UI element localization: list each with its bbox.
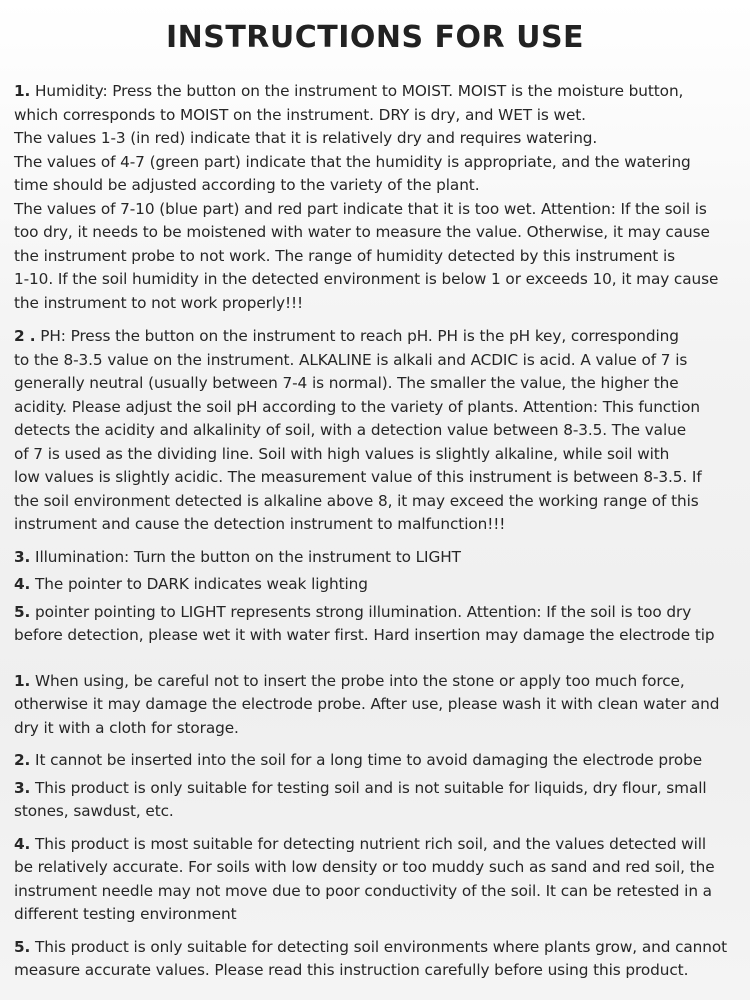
section-number: 3.: [14, 547, 31, 566]
section-number: 1.: [14, 82, 31, 100]
line-text: When using, be careful not to insert the probe into the stone or apply too much force,: [30, 671, 685, 690]
note-number: 5.: [14, 937, 31, 956]
line-text: This product is most suitable for detecting nutrient rich soil, and the values detected will: [30, 834, 707, 853]
line-text: PH: Press the button on the instrument to reach pH. PH is the pH key, corresponding: [35, 327, 679, 345]
section-number: 2 .: [14, 327, 36, 345]
section-number: 5.: [14, 602, 31, 621]
section-line: acidity. Please adjust the soil pH according to the variety of plants. Attention: This function: [14, 397, 701, 416]
note-line: [14, 777, 744, 801]
note-2: [14, 749, 744, 773]
section-line: detects the acidity and alkalinity of soil, with a detection value between 8-3.5. The value: [14, 421, 687, 439]
section-line: the soil environment detected is alkaline above 8, it may exceed the working range of this: [14, 491, 699, 510]
section-line: to the 8-3.5 value on the instrument. ALKALINE is alkali and ACDIC is acid. A value of 7 is: [14, 350, 688, 369]
section-light: [14, 601, 744, 648]
section-line: [14, 546, 744, 570]
note-line: dry it with a cloth for storage.: [14, 718, 239, 737]
line-text: Illumination: Turn the button on the instrument to LIGHT: [30, 547, 461, 566]
note-line: [14, 670, 744, 694]
note-number: 2.: [14, 751, 31, 769]
section-ph: [14, 325, 744, 537]
note-4: [14, 833, 744, 927]
line-text: It cannot be inserted into the soil for a long time to avoid damaging the electrode probe: [30, 751, 703, 769]
page-title: INSTRUCTIONS FOR USE: [165, 20, 585, 55]
section-line: The values of 4-7 (green part) indicate that the humidity is appropriate, and the watering: [14, 152, 691, 171]
note-line: instrument needle may not move due to poor conductivity of the soil. It can be retested in a: [14, 881, 712, 900]
note-line: otherwise it may damage the electrode probe. After use, please wash it with clean water and: [14, 695, 720, 713]
note-line: [14, 749, 744, 773]
section-line: generally neutral (usually between 7-4 is normal). The smaller the value, the higher the: [14, 374, 679, 392]
section-line: which corresponds to MOIST on the instrument. DRY is dry, and WET is wet.: [14, 105, 586, 124]
line-text: This product is only suitable for detecting soil environments where plants grow, and cannot: [30, 937, 727, 956]
note-line: be relatively accurate. For soils with low density or too muddy such as sand and red soil, the: [14, 858, 715, 876]
section-line: [14, 601, 744, 625]
section-dark: [14, 573, 744, 597]
section-line: before detection, please wet it with water first. Hard insertion may damage the electrode tip: [14, 626, 715, 644]
section-number: 4.: [14, 575, 31, 593]
section-humidity: [14, 80, 744, 315]
line-text: Humidity: Press the button on the instrument to MOIST. MOIST is the moisture button,: [30, 82, 684, 100]
section-illumination: [14, 546, 744, 570]
section-line: low values is slightly acidic. The measurement value of this instrument is between 8-3.5. If: [14, 468, 702, 486]
note-number: 4.: [14, 834, 31, 853]
note-line: [14, 936, 744, 960]
section-line: The values 1-3 (in red) indicate that it is relatively dry and requires watering.: [14, 129, 598, 147]
note-line: measure accurate values. Please read this instruction carefully before using this product.: [14, 961, 689, 979]
note-3: [14, 777, 744, 824]
section-line: The values of 7-10 (blue part) and red part indicate that it is too wet. Attention: If the soil is: [14, 199, 707, 218]
line-text: pointer pointing to LIGHT represents strong illumination. Attention: If the soil is too dry: [30, 602, 692, 621]
note-number: 3.: [14, 778, 31, 797]
section-line: the instrument probe to not work. The range of humidity detected by this instrument is: [14, 246, 675, 265]
section-line: time should be adjusted according to the variety of the plant.: [14, 176, 480, 194]
section-line: 1-10. If the soil humidity in the detected environment is below 1 or exceeds 10, it may cause: [14, 270, 719, 288]
section-line: [14, 325, 744, 349]
section-line: the instrument to not work properly!!!: [14, 293, 304, 312]
note-number: 1.: [14, 671, 31, 690]
note-1: [14, 670, 744, 741]
section-line: instrument and cause the detection instrument to malfunction!!!: [14, 515, 506, 533]
section-line: [14, 573, 744, 597]
note-line: [14, 833, 744, 857]
note-5: [14, 936, 744, 983]
note-line: different testing environment: [14, 905, 237, 923]
instructions-content: [0, 74, 750, 983]
section-line: [14, 80, 744, 104]
section-line: too dry, it needs to be moistened with water to measure the value. Otherwise, it may cause: [14, 223, 710, 241]
note-line: stones, sawdust, etc.: [14, 802, 174, 820]
line-text: This product is only suitable for testing soil and is not suitable for liquids, dry flour, small: [30, 778, 707, 797]
section-line: of 7 is used as the dividing line. Soil with high values is slightly alkaline, while soil with: [14, 444, 670, 463]
line-text: The pointer to DARK indicates weak lighting: [30, 575, 368, 593]
